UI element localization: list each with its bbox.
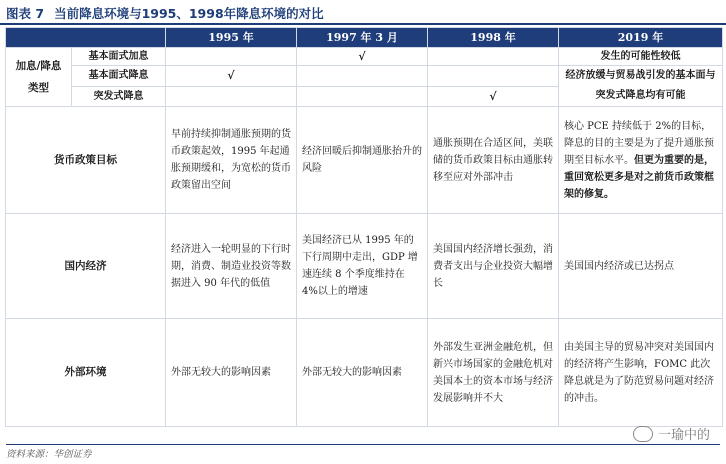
- figure-title: [6, 4, 324, 22]
- header-1998: 1998 年: [428, 28, 559, 48]
- header-2019: 2019 年: [559, 28, 723, 48]
- cell-2019-emphasis: 但更为重要的是，重回宽松更多是对之前货币政策框架的修复。: [564, 154, 714, 200]
- check-cell: √: [297, 48, 428, 66]
- cell-1998: 通胀预期在合适区间，美联储的货币政策目标由通胀转移至应对外部冲击: [428, 107, 559, 214]
- check-cell: √: [166, 66, 297, 87]
- subtype-label: 突发式降息: [72, 86, 166, 107]
- check-cell: [166, 48, 297, 66]
- watermark-text: 一瑜中的: [657, 428, 710, 443]
- cell-2019: [559, 319, 723, 427]
- table-row: [6, 66, 723, 87]
- cell-2019: [559, 107, 723, 214]
- table-row: [6, 319, 723, 427]
- cell-2019-text: 由美国主导的贸易冲突对美国国内的经济将产生影响，FOMC 此次降息就是为了防范贸易问题对经济的冲击。: [564, 341, 714, 404]
- cell-1997: 外部无较大的影响因素: [297, 319, 428, 427]
- check-cell: [428, 66, 559, 87]
- check-cell: [297, 66, 428, 87]
- row-label-domestic: 国内经济: [6, 214, 166, 319]
- figure-number: 图表 7: [6, 6, 45, 21]
- cell-1997: 经济回暖后抑制通胀抬升的风险: [297, 107, 428, 214]
- row-label-external: 外部环境: [6, 319, 166, 427]
- rate-type-label: 加息/降息类型: [6, 48, 72, 107]
- row-label-policy: 货币政策目标: [6, 107, 166, 214]
- table-row: [6, 48, 723, 66]
- check-cell: [166, 86, 297, 107]
- cell-2019-text: 美国国内经济或已达拐点: [564, 260, 674, 272]
- rate-type-2019-line2: 经济放缓与贸易战引发的基本面与突发式降息均有可能: [559, 66, 723, 107]
- header-blank: [6, 28, 166, 48]
- cell-1995: 早前持续抑制通胀预期的货币政策起效，1995 年起通胀预期缓和，为宽松的货币政策留出空间: [166, 107, 297, 214]
- cell-2019: [559, 214, 723, 319]
- cell-1997: 美国经济已从 1995 年的下行周期中走出，GDP 增速连续 8 个季度维持在 4%以上的增速: [297, 214, 428, 319]
- source-note: [6, 444, 720, 462]
- cell-1998: 美国国内经济增长强劲，消费者支出与企业投资大幅增长: [428, 214, 559, 319]
- comparison-table: [5, 27, 723, 427]
- wechat-icon: [633, 426, 653, 442]
- title-rule: [0, 23, 726, 25]
- cell-1998: 外部发生亚洲金融危机，但新兴市场国家的金融危机对美国本土的资本市场与经济发展影响并不大: [428, 319, 559, 427]
- rate-type-2019-line1: 发生的可能性较低: [559, 48, 723, 66]
- subtype-label: 基本面式降息: [72, 66, 166, 87]
- source-text: 资料来源：华创证券: [6, 449, 92, 460]
- check-cell: [297, 86, 428, 107]
- watermark: [633, 424, 710, 443]
- cell-1995: 外部无较大的影响因素: [166, 319, 297, 427]
- figure-title-text: 当前降息环境与1995、1998年降息环境的对比: [54, 6, 324, 21]
- header-1995: 1995 年: [166, 28, 297, 48]
- subtype-label: 基本面式加息: [72, 48, 166, 66]
- table-row: [6, 214, 723, 319]
- table-row: [6, 107, 723, 214]
- check-cell: √: [428, 86, 559, 107]
- header-1997: 1997 年 3 月: [297, 28, 428, 48]
- cell-2019-text: 核心 PCE 持续低于 2%的目标，降息的目的主要是为了提升通胀预期至目标水平。: [564, 120, 714, 166]
- check-cell: [428, 48, 559, 66]
- header-row: [6, 28, 723, 48]
- cell-1995: 经济进入一轮明显的下行时期，消费、制造业投资等数据进入 90 年代的低值: [166, 214, 297, 319]
